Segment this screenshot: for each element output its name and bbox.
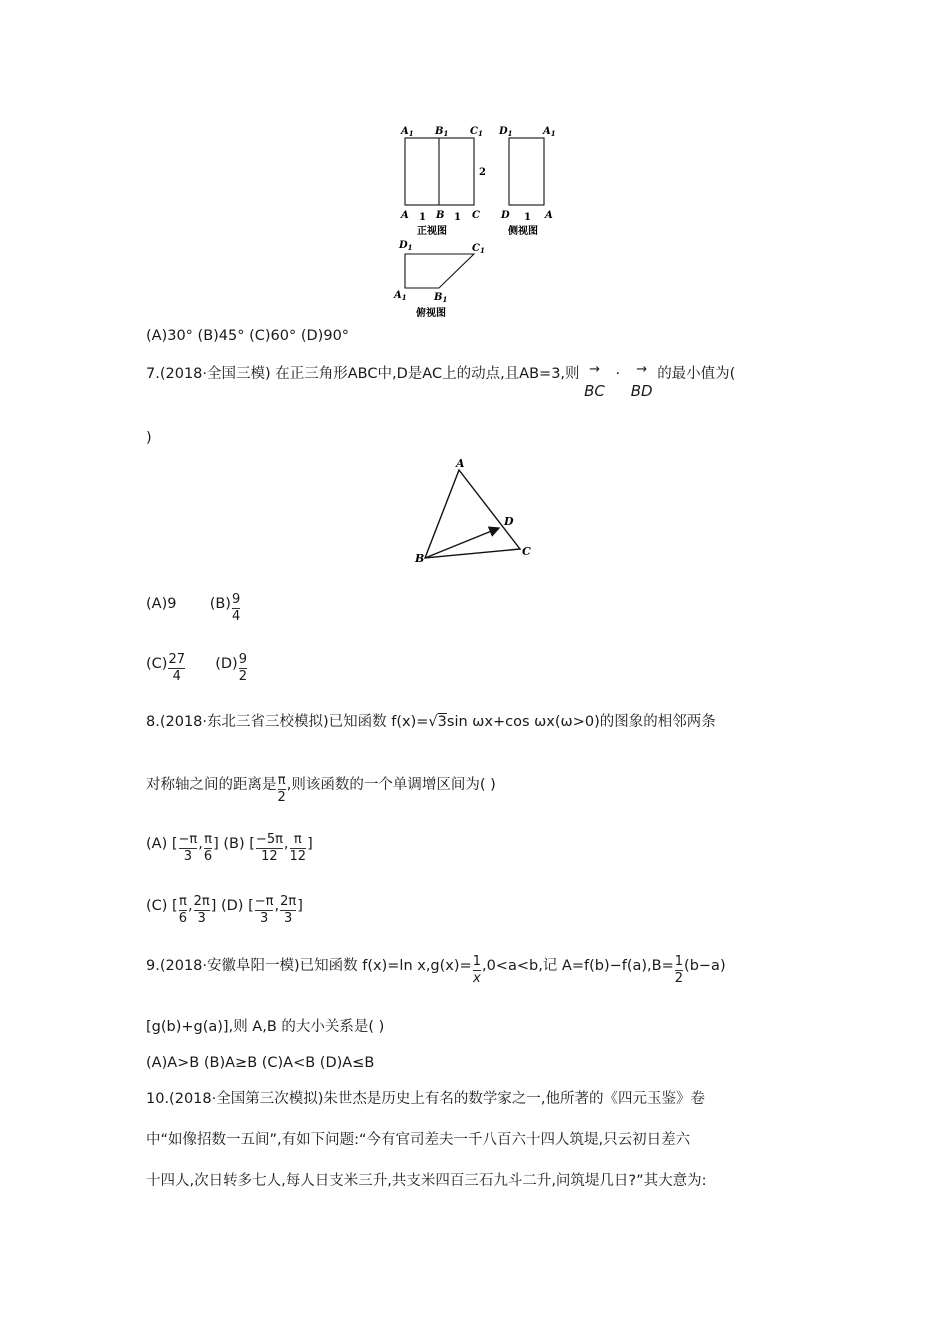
q7-stem [146, 364, 735, 400]
label-C: C [472, 210, 480, 221]
q7-opt-b-frac: $\frac{9}{4}$ [231, 592, 241, 624]
frac-1-over-x: $\frac{1}{x}$ [472, 954, 481, 986]
pi-over-2: $\frac{\pi}{2}$ [277, 773, 286, 805]
label-B1-top: $B_1$ [434, 292, 448, 304]
frac-1-over-2: $\frac{1}{2}$ [674, 954, 684, 986]
label-D-tri: D [504, 515, 514, 528]
q9-line1: 9.(2018·安徽阜阳一模)已知函数 f(x)=ln x,g(x)= $\frac{1}{x}$ ,0<a<b,记 A=f(b)−f(a),B= $\frac{1}{2}$ (b−a) [146, 954, 726, 986]
label-A1-side: $A_1$ [543, 126, 556, 138]
side-view-rect [509, 138, 544, 205]
vector-bd-label: BD [630, 382, 653, 400]
q8-options-cd: (C) [ $\frac{\pi}{6}$ , $\frac{2\pi}{3}$ ] (D) [ $\frac{-\pi}{3}$ , $\frac{2\pi}{3}$ ] [146, 894, 303, 926]
q8-line2: 对称轴之间的距离是 $\frac{\pi}{2}$ ,则该函数的一个单调增区间为( ) [146, 773, 496, 805]
label-D1-side: $D_1$ [499, 126, 513, 138]
side-caption: 侧视图 [508, 226, 538, 237]
segment-bd [425, 528, 499, 558]
q7-opt-c-prefix: (C) [146, 656, 168, 672]
q8-options-ab: (A) [ $\frac{-\pi}{3}$ , $\frac{\pi}{6}$ ] (B) [ $\frac{-5\pi}{12}$ , $\frac{\pi}{12}$ ] [146, 832, 313, 864]
label-2: 2 [479, 167, 486, 178]
vector-bc-label: BC [584, 382, 605, 400]
sqrt-3: 3 [437, 714, 447, 730]
q6-options: (A)30° (B)45° (C)60° (D)90° [146, 328, 350, 344]
label-1-side: 1 [524, 212, 531, 223]
q7-options-cd [146, 654, 248, 685]
label-D-side: D [501, 210, 510, 221]
q7-text-b: 的最小值为( [657, 366, 736, 382]
label-C1: $C_1$ [470, 126, 483, 138]
label-A1: $A_1$ [401, 126, 414, 138]
vector-bd: → BD [630, 362, 653, 400]
q7-opt-d-frac: $\frac{9}{2}$ [238, 652, 247, 684]
label-D1-top: $D_1$ [399, 240, 413, 252]
q7-close-paren: ) [146, 430, 152, 446]
label-C1-top: $C_1$ [472, 243, 485, 255]
q9-options: (A)A>B (B)A≥B (C)A<B (D)A≤B [146, 1055, 375, 1071]
front-caption: 正视图 [417, 226, 447, 237]
label-A: A [401, 210, 409, 221]
vector-bc: → BC [584, 362, 605, 400]
triangle-figure [410, 455, 540, 574]
q8-line1: 8.(2018·东北三省三校模拟)已知函数 f(x)=√3sin ωx+cos ωx(ω>0)的图象的相邻两条 [146, 714, 716, 730]
label-A-side: A [545, 210, 553, 221]
q7-opt-c-frac: $\frac{27}{4}$ [168, 652, 185, 684]
q7-opt-a: (A)9 [146, 596, 177, 612]
dot-operator: · [615, 366, 621, 382]
label-A1-top: $A_1$ [394, 290, 407, 302]
label-1a: 1 [419, 212, 426, 223]
top-caption: 俯视图 [416, 308, 446, 319]
q7-opt-b-prefix: (B) [209, 596, 231, 612]
three-view-figure [390, 118, 570, 327]
top-view-trapezoid [405, 254, 474, 288]
label-B: B [436, 210, 445, 221]
sqrt-symbol: √ [428, 714, 438, 730]
label-B1: $B_1$ [435, 126, 449, 138]
q7-opt-d-prefix: (D) [215, 656, 238, 672]
triangle-abc [425, 470, 520, 558]
label-A-tri: A [456, 457, 465, 470]
q10-line3: 十四人,次日转多七人,每人日支米三升,共支米四百三石九斗二升,问筑堤几日?”其大意为: [146, 1173, 707, 1189]
label-1b: 1 [454, 212, 461, 223]
q10-line1: 10.(2018·全国第三次模拟)朱世杰是历史上有名的数学家之一,他所著的《四元玉鉴》卷 [146, 1091, 705, 1107]
label-C-tri: C [522, 545, 531, 558]
q10-line2: 中“如像招数一五间”,有如下问题:“今有官司差夫一千八百六十四人筑堤,只云初日差六 [146, 1132, 691, 1148]
q9-line2: [g(b)+g(a)],则 A,B 的大小关系是( ) [146, 1019, 385, 1035]
q7-text-a: 7.(2018·全国三模) 在正三角形ABC中,D是AC上的动点,且AB=3,则 [146, 366, 580, 382]
q7-options-ab [146, 594, 241, 625]
label-B-tri: B [415, 552, 425, 565]
